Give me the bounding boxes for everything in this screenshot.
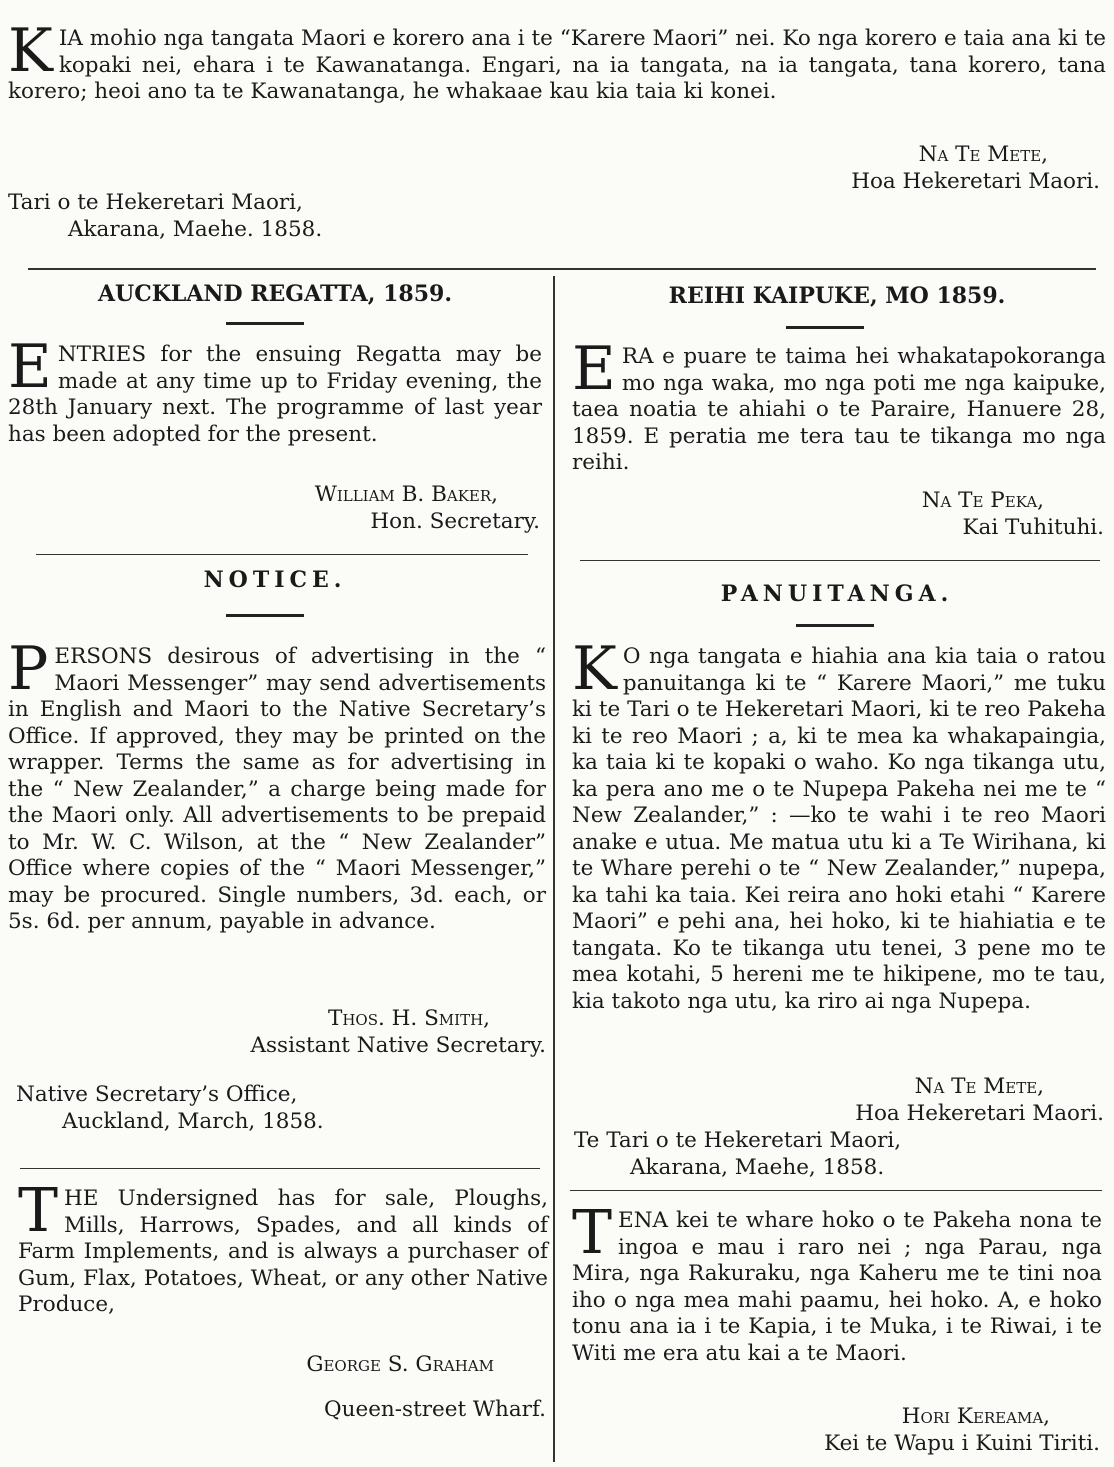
signature-title: Hoa Hekeretari Maori.: [851, 168, 1100, 194]
signature-name: William B. Baker,: [314, 482, 498, 507]
regatta-text: NTRIES for the ensuing Regatta may be made at any time up to Friday evening, the 28th January next. The programme of last year has been adopted for the present.: [8, 342, 542, 447]
graham-signature: [140, 1352, 546, 1423]
signature-title: Hon. Secretary.: [370, 508, 540, 534]
notice-address: [16, 1082, 516, 1135]
graham-paragraph: [18, 1176, 548, 1319]
panuitanga-address: [574, 1128, 1074, 1181]
graham-notice: [18, 1176, 548, 1319]
heading-notice: NOTICE.: [203, 567, 347, 593]
tena-signature: [700, 1404, 1100, 1457]
panuitanga-paragraph: [572, 634, 1106, 1015]
signature-title: Hoa Hekeretari Maori.: [855, 1100, 1104, 1126]
dropcap-k: K: [572, 634, 617, 704]
signature-name: Thos. H. Smith,: [327, 1006, 490, 1031]
signature-title: Queen-street Wharf.: [324, 1396, 546, 1422]
panuitanga-notice: [572, 634, 1106, 1015]
notice-paragraph: [8, 634, 546, 936]
tena-text: ENA kei te whare hoko o te Pakeha nona te ingoa e mau i raro nei ; nga Parau, nga Mira, nga Rakuraku, nga Kaheru me te tini noa iho o nga mea mahi paamu, hei hoko. A, e hoko tonu ana ia i te Kapia, i te Muka, i te Riwai, i te Witi me era atu kai a te Maori.: [572, 1208, 1102, 1366]
heading-auckland-regatta: AUCKLAND REGATTA, 1859.: [97, 281, 452, 307]
signature-name: Na Te Mete,: [914, 1074, 1044, 1099]
heading-rule: [786, 326, 864, 329]
address-line-2: Akarana, Maehe, 1858.: [630, 1154, 885, 1180]
heading-panuitanga: PANUITANGA.: [720, 581, 954, 607]
dropcap-t: T: [572, 1198, 613, 1268]
signature-title: Assistant Native Secretary.: [250, 1032, 546, 1058]
section-divider: [20, 1168, 540, 1169]
regatta-notice: [8, 332, 542, 448]
reihi-text: RA e puare te taima hei whakatapokoranga mo nga waka, mo nga poti me nga kaipuke, taea noatia te ahiahi o te Paraire, Hanuere 28, 1859. E peratia me tera tau te tikanga mo nga reihi.: [572, 344, 1106, 475]
reihi-notice: [572, 334, 1106, 477]
address-line-1: Tari o te Hekeretari Maori,: [8, 190, 303, 215]
address-line-1: Te Tari o te Hekeretari Maori,: [574, 1128, 902, 1153]
dropcap-e: E: [8, 332, 52, 402]
reihi-paragraph: [572, 334, 1106, 477]
regatta-paragraph: [8, 332, 542, 448]
signature-name: Hori Kereama,: [901, 1404, 1050, 1429]
panuitanga-text: O nga tangata e hiahia ana kia taia o ratou panuitanga ki te “ Karere Maori,” me tuku ki te Tari o te Hekeretari Maori, ki te reo Pakeha ki te reo Maori ; a, ki te mea ka whakapaingia, ka taia ki te kopaki o waho. Ko nga tikanga utu, ka pera ano me o te Nupepa Pakeha nei me te “ New Zealander,” : —ko te wahi i te reo Maori anake e utua. Me matua utu ki a Te Wirihana, ki te Whare perehi o te “ New Zealander,” nupepa, ka tahi ka taia. Kei reira ano hoki etahi “ Karere Maori” e pehi ana, hei hoko, ki te hiahiatia e te tangata. Ko te tikanga utu tenei, 3 pene mo te mea kotahi, 5 hereni me te hikipene, mo te tau, kia takoto nga utu, ka riro ai nga Nupepa.: [572, 644, 1106, 1014]
top-notice-paragraph: [8, 16, 1106, 106]
address-line-1: Native Secretary’s Office,: [16, 1082, 298, 1107]
regatta-signature: [140, 482, 540, 535]
address-line-2: Akarana, Maehe. 1858.: [68, 216, 323, 242]
top-notice: [8, 16, 1106, 106]
reihi-signature: [700, 488, 1104, 541]
top-divider: [28, 268, 1096, 270]
tena-paragraph: [572, 1198, 1102, 1367]
notice-text: ERSONS desirous of advertising in the “ Maori Messenger” may send advertisements in English and Maori to the Native Secretary’s Office. If approved, they may be printed on the wrapper. Terms the same as for advertising in the “ New Zealander,” a charge being made for the Maori only. All advertisements to be prepaid to Mr. W. C. Wilson, at the “ New Zealander” Office where copies of the “ Maori Messenger,” may be procured. Single numbers, 3d. each, or 5s. 6d. per annum, payable in advance.: [8, 644, 546, 934]
graham-text: HE Undersigned has for sale, Ploughs, Mills, Harrows, Spades, and all kinds of Farm Implements, and is always a purchaser of Gum, Flax, Potatoes, Wheat, or any other Native Produce,: [18, 1186, 548, 1317]
notice-signature: [140, 1006, 546, 1059]
dropcap-k: K: [8, 16, 53, 86]
signature-name: Na Te Peka,: [921, 488, 1044, 513]
dropcap-t: T: [18, 1176, 59, 1246]
top-notice-signature: [600, 142, 1100, 195]
heading-rule: [226, 614, 304, 617]
heading-rule: [226, 322, 304, 325]
signature-name: Na Te Mete,: [918, 142, 1048, 167]
dropcap-e: E: [572, 334, 616, 404]
signature-name: George S. Graham: [306, 1352, 494, 1377]
column-divider: [553, 276, 555, 1462]
dropcap-p: P: [8, 634, 49, 704]
panuitanga-signature: [700, 1074, 1104, 1127]
section-divider: [36, 554, 528, 555]
signature-title: Kai Tuhituhi.: [962, 514, 1104, 540]
notice-advertising: [8, 634, 546, 936]
address-line-2: Auckland, March, 1858.: [62, 1108, 324, 1134]
top-notice-text: IA mohio nga tangata Maori e korero ana i te “Karere Maori” nei. Ko nga korero e taia ana ki te kopaki nei, ehara i te Kawanatanga. Engari, na ia tangata, na ia tangata, tana korero, tana korero; heoi ano ta te Kawanatanga, he whakaae kau kia taia ki konei.: [8, 26, 1106, 104]
signature-title: Kei te Wapu i Kuini Tiriti.: [824, 1430, 1100, 1456]
heading-rule: [796, 624, 874, 627]
heading-reihi-kaipuke: REIHI KAIPUKE, MO 1859.: [668, 283, 1006, 309]
section-divider: [580, 560, 1100, 561]
tena-notice: [572, 1198, 1102, 1367]
top-notice-address: [8, 190, 508, 243]
section-divider: [570, 1190, 1102, 1191]
